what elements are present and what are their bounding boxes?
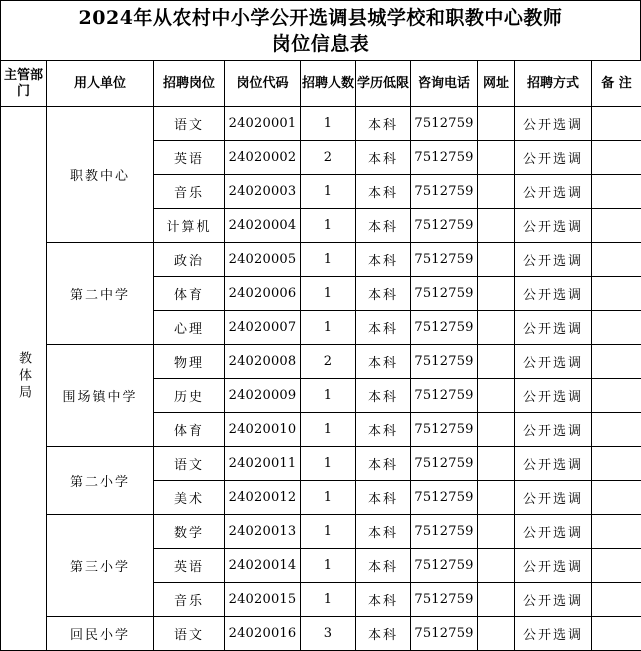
- phone-cell: 7512759: [411, 447, 478, 481]
- table-body: [1, 107, 641, 651]
- edu-cell: 本科: [356, 243, 411, 277]
- edu-cell: 本科: [356, 515, 411, 549]
- phone-cell: 7512759: [411, 175, 478, 209]
- note-cell: [592, 413, 641, 447]
- code-cell: 24020001: [225, 107, 301, 141]
- unit-cell: 回民小学: [47, 617, 154, 651]
- post-cell: 语文: [154, 617, 225, 651]
- edu-cell: 本科: [356, 175, 411, 209]
- header-row: [1, 61, 641, 107]
- note-cell: [592, 107, 641, 141]
- website-cell: [478, 379, 515, 413]
- phone-cell: 7512759: [411, 549, 478, 583]
- post-cell: 历史: [154, 379, 225, 413]
- edu-cell: 本科: [356, 583, 411, 617]
- note-cell: [592, 583, 641, 617]
- edu-cell: 本科: [356, 311, 411, 345]
- post-cell: 计算机: [154, 209, 225, 243]
- count-cell: 1: [301, 175, 356, 209]
- post-cell: 音乐: [154, 583, 225, 617]
- code-cell: 24020005: [225, 243, 301, 277]
- table-row: [1, 515, 641, 549]
- website-cell: [478, 175, 515, 209]
- website-cell: [478, 515, 515, 549]
- count-cell: 1: [301, 549, 356, 583]
- count-cell: 1: [301, 277, 356, 311]
- phone-cell: 7512759: [411, 243, 478, 277]
- header-method: 招聘方式: [515, 61, 592, 107]
- phone-cell: 7512759: [411, 413, 478, 447]
- phone-cell: 7512759: [411, 515, 478, 549]
- edu-cell: 本科: [356, 141, 411, 175]
- method-cell: 公开选调: [515, 481, 592, 515]
- note-cell: [592, 277, 641, 311]
- note-cell: [592, 209, 641, 243]
- note-cell: [592, 175, 641, 209]
- website-cell: [478, 345, 515, 379]
- phone-cell: 7512759: [411, 583, 478, 617]
- count-cell: 1: [301, 481, 356, 515]
- code-cell: 24020012: [225, 481, 301, 515]
- note-cell: [592, 311, 641, 345]
- method-cell: 公开选调: [515, 209, 592, 243]
- phone-cell: 7512759: [411, 107, 478, 141]
- method-cell: 公开选调: [515, 549, 592, 583]
- note-cell: [592, 141, 641, 175]
- count-cell: 1: [301, 515, 356, 549]
- method-cell: 公开选调: [515, 311, 592, 345]
- count-cell: 2: [301, 141, 356, 175]
- website-cell: [478, 583, 515, 617]
- count-cell: 1: [301, 209, 356, 243]
- website-cell: [478, 617, 515, 651]
- code-cell: 24020013: [225, 515, 301, 549]
- phone-cell: 7512759: [411, 209, 478, 243]
- edu-cell: 本科: [356, 379, 411, 413]
- website-cell: [478, 141, 515, 175]
- phone-cell: 7512759: [411, 277, 478, 311]
- method-cell: 公开选调: [515, 277, 592, 311]
- header-count: 招聘人数: [301, 61, 356, 107]
- note-cell: [592, 345, 641, 379]
- post-cell: 体育: [154, 413, 225, 447]
- edu-cell: 本科: [356, 549, 411, 583]
- edu-cell: 本科: [356, 277, 411, 311]
- unit-cell: 第二小学: [47, 447, 154, 515]
- post-cell: 美术: [154, 481, 225, 515]
- dept-label: 教体局: [14, 351, 33, 402]
- website-cell: [478, 243, 515, 277]
- edu-cell: 本科: [356, 209, 411, 243]
- method-cell: 公开选调: [515, 107, 592, 141]
- count-cell: 1: [301, 447, 356, 481]
- phone-cell: 7512759: [411, 379, 478, 413]
- edu-cell: 本科: [356, 447, 411, 481]
- website-cell: [478, 549, 515, 583]
- header-dept: 主管部门: [1, 61, 47, 107]
- method-cell: 公开选调: [515, 141, 592, 175]
- code-cell: 24020008: [225, 345, 301, 379]
- dept-cell: [1, 107, 47, 651]
- header-code: 岗位代码: [225, 61, 301, 107]
- phone-cell: 7512759: [411, 141, 478, 175]
- count-cell: 1: [301, 379, 356, 413]
- header-edu: 学历低限: [356, 61, 411, 107]
- post-cell: 政治: [154, 243, 225, 277]
- count-cell: 2: [301, 345, 356, 379]
- phone-cell: 7512759: [411, 481, 478, 515]
- code-cell: 24020002: [225, 141, 301, 175]
- code-cell: 24020010: [225, 413, 301, 447]
- method-cell: 公开选调: [515, 413, 592, 447]
- count-cell: 1: [301, 311, 356, 345]
- post-cell: 心理: [154, 311, 225, 345]
- header-website: 网址: [478, 61, 515, 107]
- method-cell: 公开选调: [515, 379, 592, 413]
- count-cell: 1: [301, 243, 356, 277]
- title-line-2: 岗位信息表: [272, 31, 370, 57]
- post-cell: 体育: [154, 277, 225, 311]
- note-cell: [592, 515, 641, 549]
- phone-cell: 7512759: [411, 311, 478, 345]
- method-cell: 公开选调: [515, 515, 592, 549]
- website-cell: [478, 311, 515, 345]
- note-cell: [592, 481, 641, 515]
- post-cell: 音乐: [154, 175, 225, 209]
- header-post: 招聘岗位: [154, 61, 225, 107]
- table-title: [0, 0, 641, 60]
- count-cell: 1: [301, 107, 356, 141]
- website-cell: [478, 413, 515, 447]
- post-cell: 英语: [154, 141, 225, 175]
- table-row: [1, 447, 641, 481]
- note-cell: [592, 447, 641, 481]
- code-cell: 24020007: [225, 311, 301, 345]
- website-cell: [478, 481, 515, 515]
- edu-cell: 本科: [356, 481, 411, 515]
- post-cell: 语文: [154, 107, 225, 141]
- code-cell: 24020014: [225, 549, 301, 583]
- note-cell: [592, 549, 641, 583]
- unit-cell: 第三小学: [47, 515, 154, 617]
- website-cell: [478, 277, 515, 311]
- unit-cell: 职教中心: [47, 107, 154, 243]
- unit-cell: 围场镇中学: [47, 345, 154, 447]
- method-cell: 公开选调: [515, 617, 592, 651]
- unit-cell: 第二中学: [47, 243, 154, 345]
- header-note: 备 注: [592, 61, 641, 107]
- website-cell: [478, 107, 515, 141]
- table-row: [1, 107, 641, 141]
- code-cell: 24020004: [225, 209, 301, 243]
- note-cell: [592, 379, 641, 413]
- phone-cell: 7512759: [411, 345, 478, 379]
- header-unit: 用人单位: [47, 61, 154, 107]
- note-cell: [592, 617, 641, 651]
- table-row: [1, 617, 641, 651]
- count-cell: 1: [301, 413, 356, 447]
- count-cell: 3: [301, 617, 356, 651]
- edu-cell: 本科: [356, 617, 411, 651]
- post-cell: 英语: [154, 549, 225, 583]
- post-cell: 物理: [154, 345, 225, 379]
- edu-cell: 本科: [356, 413, 411, 447]
- method-cell: 公开选调: [515, 447, 592, 481]
- method-cell: 公开选调: [515, 243, 592, 277]
- header-phone: 咨询电话: [411, 61, 478, 107]
- post-cell: 数学: [154, 515, 225, 549]
- code-cell: 24020011: [225, 447, 301, 481]
- code-cell: 24020015: [225, 583, 301, 617]
- code-cell: 24020003: [225, 175, 301, 209]
- code-cell: 24020006: [225, 277, 301, 311]
- edu-cell: 本科: [356, 107, 411, 141]
- table-row: [1, 243, 641, 277]
- post-cell: 语文: [154, 447, 225, 481]
- edu-cell: 本科: [356, 345, 411, 379]
- positions-table: [0, 60, 641, 651]
- code-cell: 24020016: [225, 617, 301, 651]
- code-cell: 24020009: [225, 379, 301, 413]
- website-cell: [478, 447, 515, 481]
- note-cell: [592, 243, 641, 277]
- count-cell: 1: [301, 583, 356, 617]
- method-cell: 公开选调: [515, 175, 592, 209]
- table-row: [1, 345, 641, 379]
- method-cell: 公开选调: [515, 583, 592, 617]
- method-cell: 公开选调: [515, 345, 592, 379]
- phone-cell: 7512759: [411, 617, 478, 651]
- website-cell: [478, 209, 515, 243]
- title-line-1: 2024年从农村中小学公开选调县城学校和职教中心教师: [79, 5, 563, 31]
